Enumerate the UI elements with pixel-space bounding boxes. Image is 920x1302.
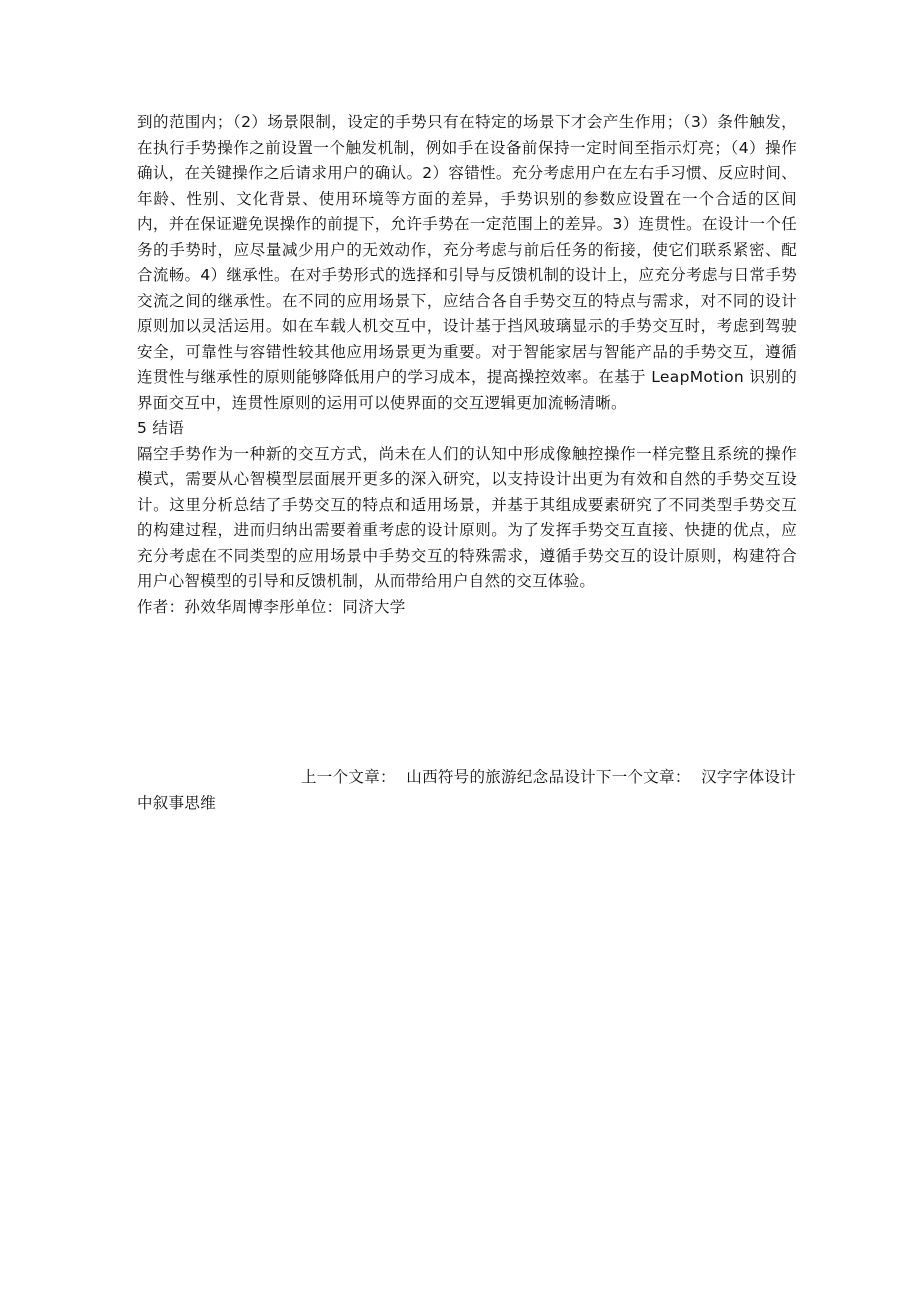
section-heading: 5 结语	[137, 419, 184, 437]
prev-article-label: 上一个文章：	[301, 768, 396, 786]
article-navigation	[137, 764, 797, 816]
article-body	[137, 110, 797, 620]
next-article-link[interactable]: 汉字字体设计中叙事思维	[137, 768, 796, 812]
author-line: 作者：孙效华周博李彤单位：同济大学	[137, 597, 406, 616]
body-paragraph: 到的范围内；（2）场景限制，设定的手势只有在特定的场景下才会产生作用；（3）条件触发，在执行手势操作之前设置一个触发机制，例如手在设备前保持一定时间至指示灯亮；（4）操作确认，在关键操作之后请求用户的确认。2）容错性。充分考虑用户在左右手习惯、反应时间、年龄、性别、文化背景、使用环境等方面的差异，手势识别的参数应设置在一个合适的区间内，并在保证避免误操作的前提下，允许手势在一定范围上的差异。3）连贯性。在设计一个任务的手势时，应尽量减少用户的无效动作，充分考虑与前后任务的衔接，使它们联系紧密、配合流畅。4）继承性。在对手势形式的选择和引导与反馈机制的设计上，应充分考虑与日常手势交流之间的继承性。在不同的应用场景下，应结合各自手势交互的特点与需求，对不同的设计原则加以灵活运用。如在车载人机交互中，设计基于挡风玻璃显示的手势交互时，考虑到驾驶安全，可靠性与容错性较其他应用场景更为重要。对于智能家居与智能产品的手势交互，遵循连贯性与继承性的原则能够降低用户的学习成本，提高操控效率。在基于 LeapMotion 识别的界面交互中，连贯性原则的运用可以使界面的交互逻辑更加流畅清晰。	[137, 113, 797, 412]
prev-article-link[interactable]: 山西符号的旅游纪念品设计	[406, 768, 596, 786]
next-article-label: 下一个文章：	[595, 768, 691, 786]
conclusion-paragraph: 隔空手势作为一种新的交互方式，尚未在人们的认知中形成像触控操作一样完整且系统的操作模式，需要从心智模型层面展开更多的深入研究，以支持设计出更为有效和自然的手势交互设计。这里分析总结了手势交互的特点和适用场景，并基于其组成要素研究了不同类型手势交互的构建过程，进而归纳出需要着重考虑的设计原则。为了发挥手势交互直接、快捷的优点，应充分考虑在不同类型的应用场景中手势交互的特殊需求，遵循手势交互的设计原则，构建符合用户心智模型的引导和反馈机制，从而带给用户自然的交互体验。	[137, 444, 797, 590]
